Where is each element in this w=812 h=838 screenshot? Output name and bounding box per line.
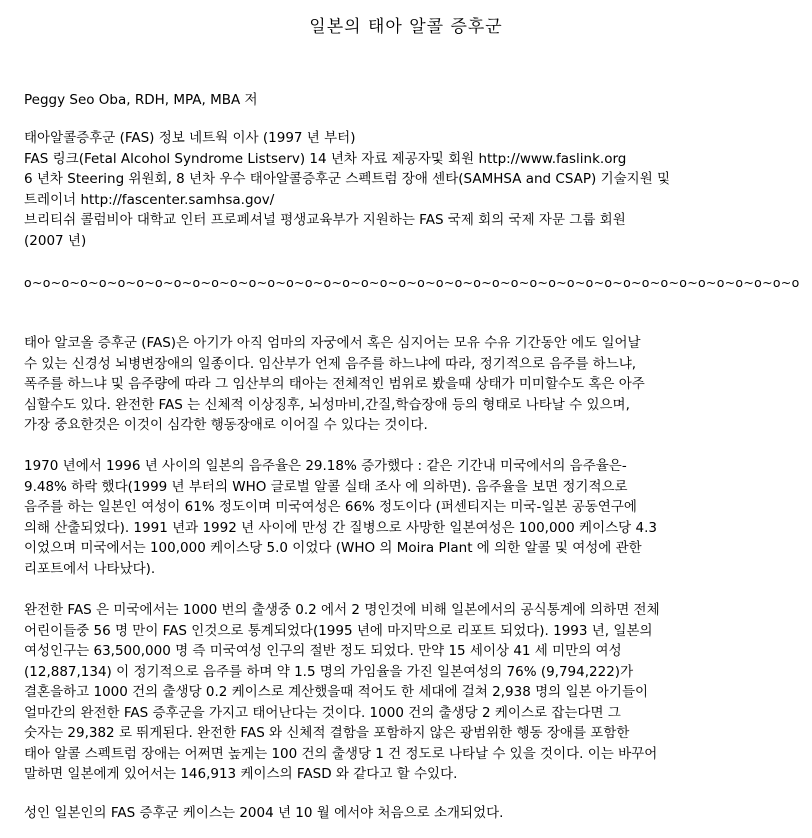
bio-line: 브리티쉬 콜럼비아 대학교 인터 프로페셔널 평생교육부가 지원하는 FAS 국제 회의 국제 자문 그룹 회원 [24,212,626,228]
paragraph-2 [24,456,796,579]
paragraph-line: 심할수도 있다. 완전한 FAS 는 신체적 이상징후, 뇌성마비,간질,학습장애 등의 형태로 나타날 수 있으며, [24,396,630,413]
bio-line: 트레이너 http://fascenter.samhsa.gov/ [24,191,275,208]
paragraph-line: 의해 산출되었다). 1991 년과 1992 년 사이에 만성 간 질병으로 사망한 일본여성은 100,000 케이스당 4.3 [24,519,657,536]
paragraph-line: 얼마간의 완전한 FAS 증후군을 가지고 태어난다는 것이다. 1000 건의 출생당 2 케이스로 잡는다면 그 [24,704,621,721]
paragraph-line: 태아 알코올 증후군 (FAS)은 아기가 아직 엄마의 자궁에서 혹은 심지어는 모유 수유 기간동안 에도 일어날 [24,335,641,351]
bio-line: FAS 링크(Fetal Alcohol Syndrome Listserv) 14 년차 자료 제공자및 회원 http://www.faslink.org [24,150,627,167]
paragraph-line: 말하면 일본에게 있어서는 146,913 케이스의 FASD 와 같다고 할 수있다. [24,766,458,782]
paragraph-line: 성인 일본인의 FAS 증후군 케이스는 2004 년 10 월 에서야 처음으로 소개되었다. [24,805,504,821]
bio-line: (2007 년) [24,232,87,249]
author-bio [24,128,796,251]
paragraph-line: 리포트에서 나타났다). [24,560,156,577]
paragraph-4 [24,803,796,824]
separator-line: o~o~o~o~o~o~o~o~o~o~o~o~o~o~o~o~o~o~o~o~o~o~o~o~o~o~o~o~o~o~o~o~o~o~o~o~o~o~o~o~o~o [24,275,800,290]
paragraph-line: 숫자는 29,382 로 뛰게된다. 완전한 FAS 와 신체적 결함을 포함하지 않은 광범위한 행동 장애를 포함한 [24,725,630,741]
paragraph-3 [24,600,796,785]
paragraph-line: 어린이들중 56 명 만이 FAS 인것으로 통계되었다(1995 년에 마지막으로 리포트 되었다). 1993 년, 일본의 [24,622,653,639]
document-title: 일본의 태아 알콜 증후군 [309,17,503,37]
paragraph-line: 완전한 FAS 은 미국에서는 1000 번의 출생중 0.2 에서 2 명인것에 비해 일본에서의 공식통계에 의하면 전체 [24,602,660,618]
paragraph-line: 수 있는 신경성 뇌병변장애의 일종이다. 임산부가 언제 음주를 하느냐에 따라, 정기적으로 음주를 하느냐, [24,355,637,372]
paragraph-line: 1970 년에서 1996 년 사이의 일본의 음주율은 29.18% 증가했다 : 같은 기간내 미국에서의 음주율은- [24,458,627,474]
bio-line: 6 년차 Steering 위원회, 8 년차 우수 태아알콜증후군 스펙트럼 장애 센타(SAMHSA and CSAP) 기술지원 및 [24,171,671,187]
author-line: Peggy Seo Oba, RDH, MPA, MBA 저 [24,92,258,108]
paragraph-line: 이었으며 미국에서는 100,000 케이스당 5.0 이었다 (WHO 의 Moira Plant 에 의한 알콜 및 여성에 관한 [24,540,642,556]
paragraph-line: 가장 중요한것은 이것이 심각한 행동장애로 이어질 수 있다는 것이다. [24,417,428,433]
paragraph-line: (12,887,134) 이 정기적으로 음주를 하며 약 1.5 명의 가임율을 가진 일본여성의 76% (9,794,222)가 [24,663,634,680]
paragraph-line: 결혼을하고 1000 건의 출생당 0.2 케이스로 계산했을때 적어도 한 세대에 걸쳐 2,938 명의 일본 아기들이 [24,684,649,700]
paragraph-line: 폭주를 하느냐 및 음주량에 따라 그 임산부의 태아는 전체적인 범위로 봤을때 상태가 미미할수도 혹은 아주 [24,376,645,392]
paragraph-line: 여성인구는 63,500,000 명 즉 미국여성 인구의 절반 정도 되었다. 만약 15 세이상 41 세 미만의 여성 [24,643,622,659]
paragraph-line: 태아 알콜 스펙트럼 장애는 어쩌면 높게는 100 건의 출생당 1 건 정도로 나타날 수 있을 것이다. 이는 바꾸어 [24,745,658,762]
paragraph-1 [24,333,796,436]
paragraph-line: 9.48% 하락 했다(1999 년 부터의 WHO 글로벌 알콜 실태 조사 에 의하면). 음주율을 보면 정기적으로 [24,478,628,495]
bio-line: 태아알콜증후군 (FAS) 정보 네트웍 이사 (1997 년 부터) [24,130,356,146]
paragraph-line: 음주를 하는 일본인 여성이 61% 정도이며 미국여성은 66% 정도이다 (퍼센티지는 미국-일본 공동연구에 [24,499,637,515]
